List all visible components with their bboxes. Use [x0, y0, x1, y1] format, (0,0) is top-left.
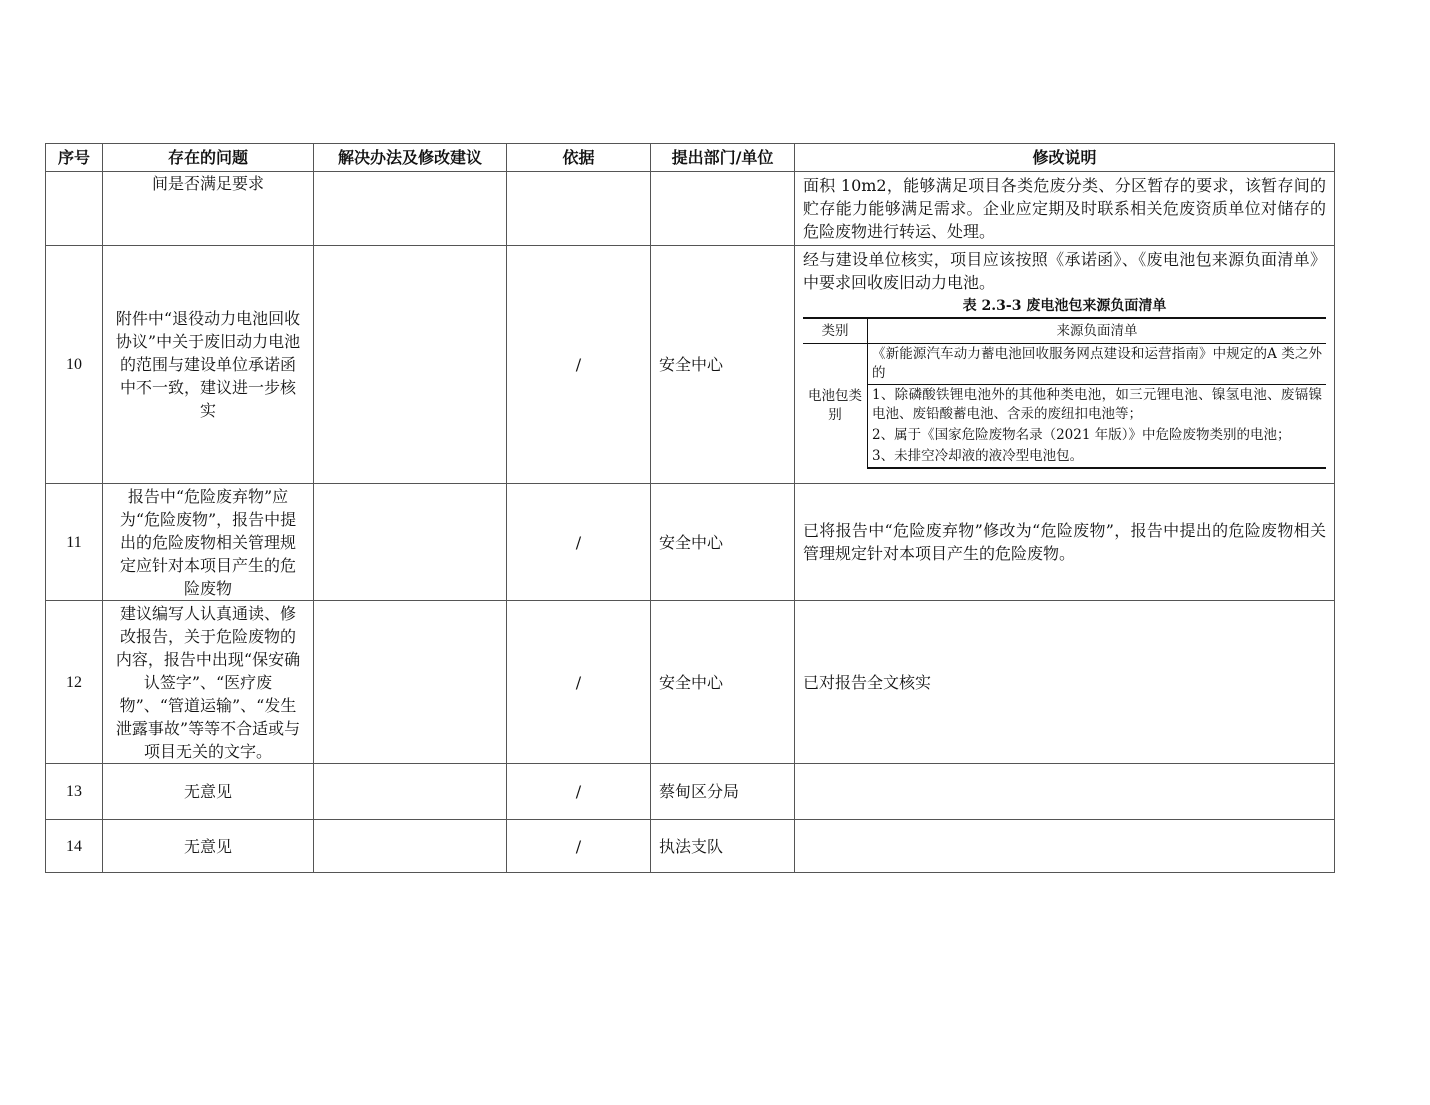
- row-solution: [314, 601, 507, 764]
- inner-item: 2、属于《国家危险废物名录（2021 年版）》中危险废物类别的电池；: [872, 427, 1291, 443]
- inner-item: 《新能源汽车动力蓄电池回收服务网点建设和运营指南》中规定的A 类之外的: [868, 344, 1327, 385]
- row-issue: 报告中“危险废弃物”应为“危险废物”，报告中提出的危险废物相关管理规定应针对本项目产生的危险废物: [103, 484, 314, 601]
- header-revision-note: 修改说明: [795, 144, 1335, 172]
- table-row: [46, 601, 1335, 764]
- header-serial: 序号: [46, 144, 103, 172]
- row-solution: [314, 246, 507, 484]
- row-basis: [507, 172, 651, 246]
- row-serial: [46, 172, 103, 246]
- inner-item: 3、未排空冷却液的液冷型电池包。: [868, 446, 1327, 468]
- inner-table-row: [803, 446, 1326, 468]
- row-department: 安全中心: [651, 246, 795, 484]
- row-solution: [314, 484, 507, 601]
- row-issue: 建议编写人认真通读、修改报告，关于危险废物的内容，报告中出现“保安确认签字”、“医疗废物”、“管道运输”、“发生泄露事故”等等不合适或与项目无关的文字。: [103, 601, 314, 764]
- row-serial: 13: [46, 764, 103, 820]
- header-issue: 存在的问题: [103, 144, 314, 172]
- header-department: 提出部门/单位: [651, 144, 795, 172]
- row-issue: 无意见: [103, 820, 314, 873]
- revision-note-text: 经与建设单位核实，项目应该按照《承诺函》、《废电池包来源负面清单》中要求回收废旧动力电池。: [803, 250, 1326, 292]
- row-solution: [314, 172, 507, 246]
- inner-header-category: 类别: [803, 318, 868, 344]
- inner-category-cell: 电池包类别: [803, 344, 868, 469]
- row-revision-note: 面积 10m2，能够满足项目各类危废分类、分区暂存的要求，该暂存间的贮存能力能够满足需求。企业应定期及时联系相关危废资质单位对储存的危险废物进行转运、处理。: [795, 172, 1335, 246]
- row-solution: [314, 820, 507, 873]
- row-department: 安全中心: [651, 484, 795, 601]
- table-row: [46, 172, 1335, 246]
- row-department: 执法支队: [651, 820, 795, 873]
- inner-table-row: [803, 425, 1326, 446]
- inner-header-list: 来源负面清单: [868, 318, 1327, 344]
- row-serial: 11: [46, 484, 103, 601]
- row-serial: 10: [46, 246, 103, 484]
- review-comments-table: [45, 143, 1335, 873]
- row-basis: /: [507, 484, 651, 601]
- row-basis: /: [507, 246, 651, 484]
- row-revision-note: 已将报告中“危险废弃物”修改为“危险废物”，报告中提出的危险废物相关管理规定针对本项目产生的危险废物。: [795, 484, 1335, 601]
- table-row: [46, 764, 1335, 820]
- row-solution: [314, 764, 507, 820]
- row-department: 蔡甸区分局: [651, 764, 795, 820]
- header-basis: 依据: [507, 144, 651, 172]
- inner-table-row: [803, 344, 1326, 385]
- header-solution: 解决办法及修改建议: [314, 144, 507, 172]
- row-serial: 14: [46, 820, 103, 873]
- row-basis: /: [507, 764, 651, 820]
- row-serial: 12: [46, 601, 103, 764]
- inner-item: 1、除磷酸铁锂电池外的其他种类电池，如三元锂电池、镍氢电池、废镉镍电池、废铅酸蓄电池、含汞的废纽扣电池等；: [872, 387, 1322, 422]
- row-issue: 附件中“退役动力电池回收协议”中关于废旧动力电池的范围与建设单位承诺函中不一致，建议进一步核实: [103, 246, 314, 484]
- table-row: [46, 246, 1335, 484]
- row-department: [651, 172, 795, 246]
- table-header-row: [46, 144, 1335, 172]
- inner-table-caption: 表 2.3-3 废电池包来源负面清单: [962, 298, 1167, 314]
- negative-list-table: [803, 317, 1326, 469]
- row-revision-note: 已对报告全文核实: [795, 601, 1335, 764]
- row-issue: 无意见: [103, 764, 314, 820]
- inner-table-header: [803, 318, 1326, 344]
- row-revision-note: [795, 246, 1335, 484]
- table-row: [46, 484, 1335, 601]
- table-row: [46, 820, 1335, 873]
- row-issue: 间是否满足要求: [103, 172, 314, 246]
- inner-table-row: [803, 385, 1326, 426]
- row-revision-note: [795, 820, 1335, 873]
- row-basis: /: [507, 820, 651, 873]
- row-department: 安全中心: [651, 601, 795, 764]
- row-revision-note: [795, 764, 1335, 820]
- row-basis: /: [507, 601, 651, 764]
